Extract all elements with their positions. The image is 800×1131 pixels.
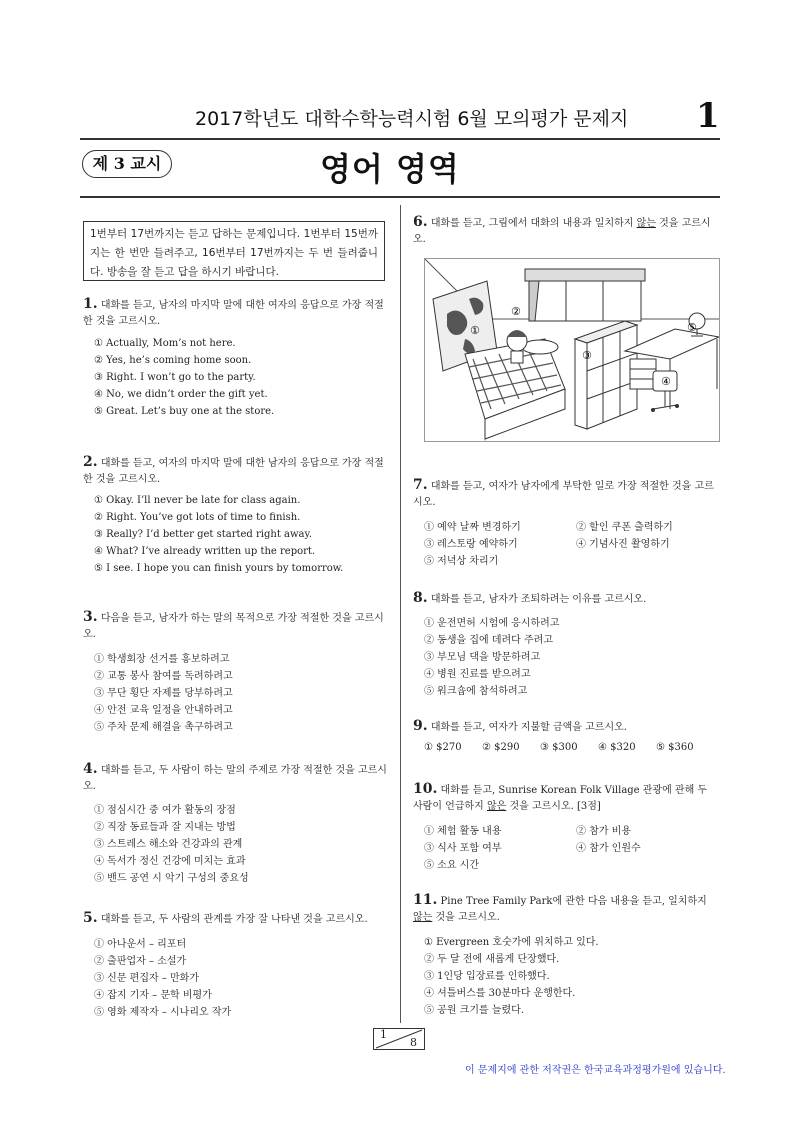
option-1[interactable]: ① 아나운서 – 리포터 [94,939,187,950]
option-1[interactable]: ① 학생회장 선거를 홍보하려고 [94,654,230,665]
question-number: 1. [83,296,98,312]
option-1[interactable]: ① Okay. I’ll never be late for class again. [94,495,301,506]
marker-5: ⑤ [687,321,697,334]
question-number: 4. [83,761,98,777]
option-3[interactable]: ③ Right. I won’t go to the party. [94,372,256,383]
option-5[interactable]: ⑤ 워크숍에 참석하려고 [424,686,528,697]
option-1[interactable]: ① 점심시간 중 여가 활동의 장점 [94,805,236,816]
option-1[interactable]: ① 체험 활동 내용 [424,826,502,837]
option-4[interactable]: ④ 셔틀버스를 30분마다 운행한다. [424,988,576,999]
question-8 [413,590,718,608]
subject-title: 영어 영역 [320,150,460,188]
option-5[interactable]: ⑤ 영화 제작자 – 시나리오 작가 [94,1007,232,1018]
option-4[interactable]: ④ 기념사진 촬영하기 [576,539,670,550]
question-9 [413,718,718,736]
option-2[interactable]: ② 두 달 전에 새롭게 단장했다. [424,954,560,965]
bedroom-illustration [424,258,720,442]
marker-1: ① [470,324,480,337]
question-11 [413,892,718,926]
option-2[interactable]: ② 참가 비용 [576,826,631,837]
option-5[interactable]: ⑤ 공원 크기를 늘렸다. [424,1005,524,1016]
question-text-a: 대화를 듣고, 그림에서 대화의 내용과 일치하지 [430,218,637,229]
question-text-a: Pine Tree Family Park에 관한 다음 내용을 듣고, 일치하지 [440,896,707,907]
question-text: 대화를 듣고, 두 사람이 하는 말의 주제로 가장 적절한 것을 고르시오. [83,765,387,792]
question-3 [83,609,388,643]
option-2[interactable]: ② Right. You’ve got lots of time to finish. [94,512,301,523]
option-1[interactable]: ① $270 [424,742,462,753]
question-text: 대화를 듣고, 여자가 지불할 금액을 고르시오. [430,722,627,733]
option-2[interactable]: ② Yes, he’s coming home soon. [94,355,252,366]
question-text: 대화를 듣고, 두 사람의 관계를 가장 잘 나타낸 것을 고르시오. [100,914,368,925]
option-2[interactable]: ② $290 [482,742,520,753]
option-5[interactable]: ⑤ 주차 문제 해결을 촉구하려고 [94,722,233,733]
question-text-emphasis: 않는 [636,218,656,229]
option-3[interactable]: ③ 무단 횡단 자제를 당부하려고 [94,688,233,699]
option-5[interactable]: ⑤ Great. Let’s buy one at the store. [94,406,275,417]
header-divider-2 [80,196,720,198]
option-2[interactable]: ② 할인 쿠폰 출력하기 [576,522,673,533]
question-text-b: 것을 고르시오. [3점] [506,801,601,812]
session-badge: 제 3 교시 [82,150,172,178]
option-3[interactable]: ③ 식사 포함 여부 [424,843,502,854]
question-text-b: 것을 고르시오. [432,912,500,923]
question-number: 8. [413,590,428,606]
question-7 [413,477,718,511]
option-4[interactable]: ④ No, we didn’t order the gift yet. [94,389,268,400]
question-4 [83,761,388,795]
option-3[interactable]: ③ 신문 편집자 – 만화가 [94,973,199,984]
option-1[interactable]: ① Evergreen 호숫가에 위치하고 있다. [424,937,599,948]
question-number: 2. [83,454,98,470]
window [525,269,645,321]
page-current: 1 [380,1028,387,1041]
option-1[interactable]: ① Actually, Mom’s not here. [94,338,236,349]
column-divider [400,205,401,1023]
question-text: 다음을 듣고, 남자가 하는 말의 목적으로 가장 적절한 것을 고르시오. [83,613,384,640]
listening-notice: 1번부터 17번까지는 듣고 답하는 문제입니다. 1번부터 15번까지는 한 번만 들려주고, 16번부터 17번까지는 두 번 들려줍니다. 방송을 잘 듣고 답을 하시기 바랍니다. [83,221,385,281]
copyright-notice: 이 문제지에 관한 저작권은 한국교육과정평가원에 있습니다. [465,1065,726,1076]
question-2 [83,454,388,488]
option-5[interactable]: ⑤ 밴드 공연 시 악기 구성의 중요성 [94,873,249,884]
question-text: 대화를 듣고, 여자의 마지막 말에 대한 남자의 응답으로 가장 적절한 것을 고르시오. [83,458,384,485]
option-4[interactable]: ④ 참가 인원수 [576,843,641,854]
option-5[interactable]: ⑤ 저녁상 차리기 [424,556,499,567]
option-3[interactable]: ③ 레스토랑 예약하기 [424,539,518,550]
header-divider [80,138,720,140]
option-2[interactable]: ② 동생을 집에 데려다 주려고 [424,635,553,646]
page-indicator [373,1028,425,1050]
bookshelf [575,321,637,429]
page-total: 8 [410,1036,417,1049]
question-text-emphasis: 않는 [413,912,433,923]
option-3[interactable]: ③ Really? I’d better get started right away. [94,529,313,540]
question-text: 대화를 듣고, 남자의 마지막 말에 대한 여자의 응답으로 가장 적절한 것을 고르시오. [83,300,384,327]
question-number: 5. [83,910,98,926]
option-3[interactable]: ③ 부모님 댁을 방문하려고 [424,652,541,663]
question-6 [413,214,718,248]
question-1 [83,296,388,330]
bedroom-drawing [425,259,719,441]
question-number: 6. [413,214,428,230]
option-4[interactable]: ④ 안전 교육 일정을 안내하려고 [94,705,233,716]
option-1[interactable]: ① 예약 날짜 변경하기 [424,522,521,533]
option-4[interactable]: ④ 병원 진료를 받으려고 [424,669,531,680]
question-text-a: 대화를 듣고, Sunrise Korean Folk Village 관광에 관해 두 사람이 언급하지 [413,785,708,812]
option-4[interactable]: ④ What? I’ve already written up the report. [94,546,316,557]
marker-2: ② [511,305,521,318]
question-number: 11. [413,892,438,908]
option-5[interactable]: ⑤ 소요 시간 [424,860,479,871]
question-5 [83,910,393,928]
option-4[interactable]: ④ 독서가 정신 건강에 미치는 효과 [94,856,246,867]
exam-title: 2017학년도 대학수학능력시험 6월 모의평가 문제지 [195,108,629,130]
option-5[interactable]: ⑤ $360 [656,742,694,753]
marker-3: ③ [582,349,592,362]
question-text-b: 것을 고르시오. [413,218,711,245]
question-number: 3. [83,609,98,625]
option-4[interactable]: ④ $320 [598,742,636,753]
page-number: 1 [696,96,720,136]
question-10 [413,781,718,815]
option-4[interactable]: ④ 잡지 기자 – 문학 비평가 [94,990,212,1001]
question-text: 대화를 듣고, 여자가 남자에게 부탁한 일로 가장 적절한 것을 고르시오. [413,481,714,508]
option-3[interactable]: ③ $300 [540,742,578,753]
option-2[interactable]: ② 출판업자 – 소설가 [94,956,187,967]
question-text-emphasis: 않은 [486,801,507,812]
marker-4: ④ [661,375,671,388]
option-3[interactable]: ③ 1인당 입장료를 인하했다. [424,971,550,982]
option-1[interactable]: ① 운전면허 시험에 응시하려고 [424,618,560,629]
question-number: 7. [413,477,428,493]
question-number: 9. [413,718,428,734]
desk [625,329,719,409]
option-3[interactable]: ③ 스트레스 해소와 건강과의 관계 [94,839,243,850]
question-number: 10. [413,781,438,797]
option-2[interactable]: ② 교통 봉사 참여를 독려하려고 [94,671,233,682]
question-text: 대화를 듣고, 남자가 조퇴하려는 이유를 고르시오. [430,594,647,605]
option-5[interactable]: ⑤ I see. I hope you can finish yours by tomorrow. [94,563,344,574]
option-2[interactable]: ② 직장 동료들과 잘 지내는 방법 [94,822,236,833]
